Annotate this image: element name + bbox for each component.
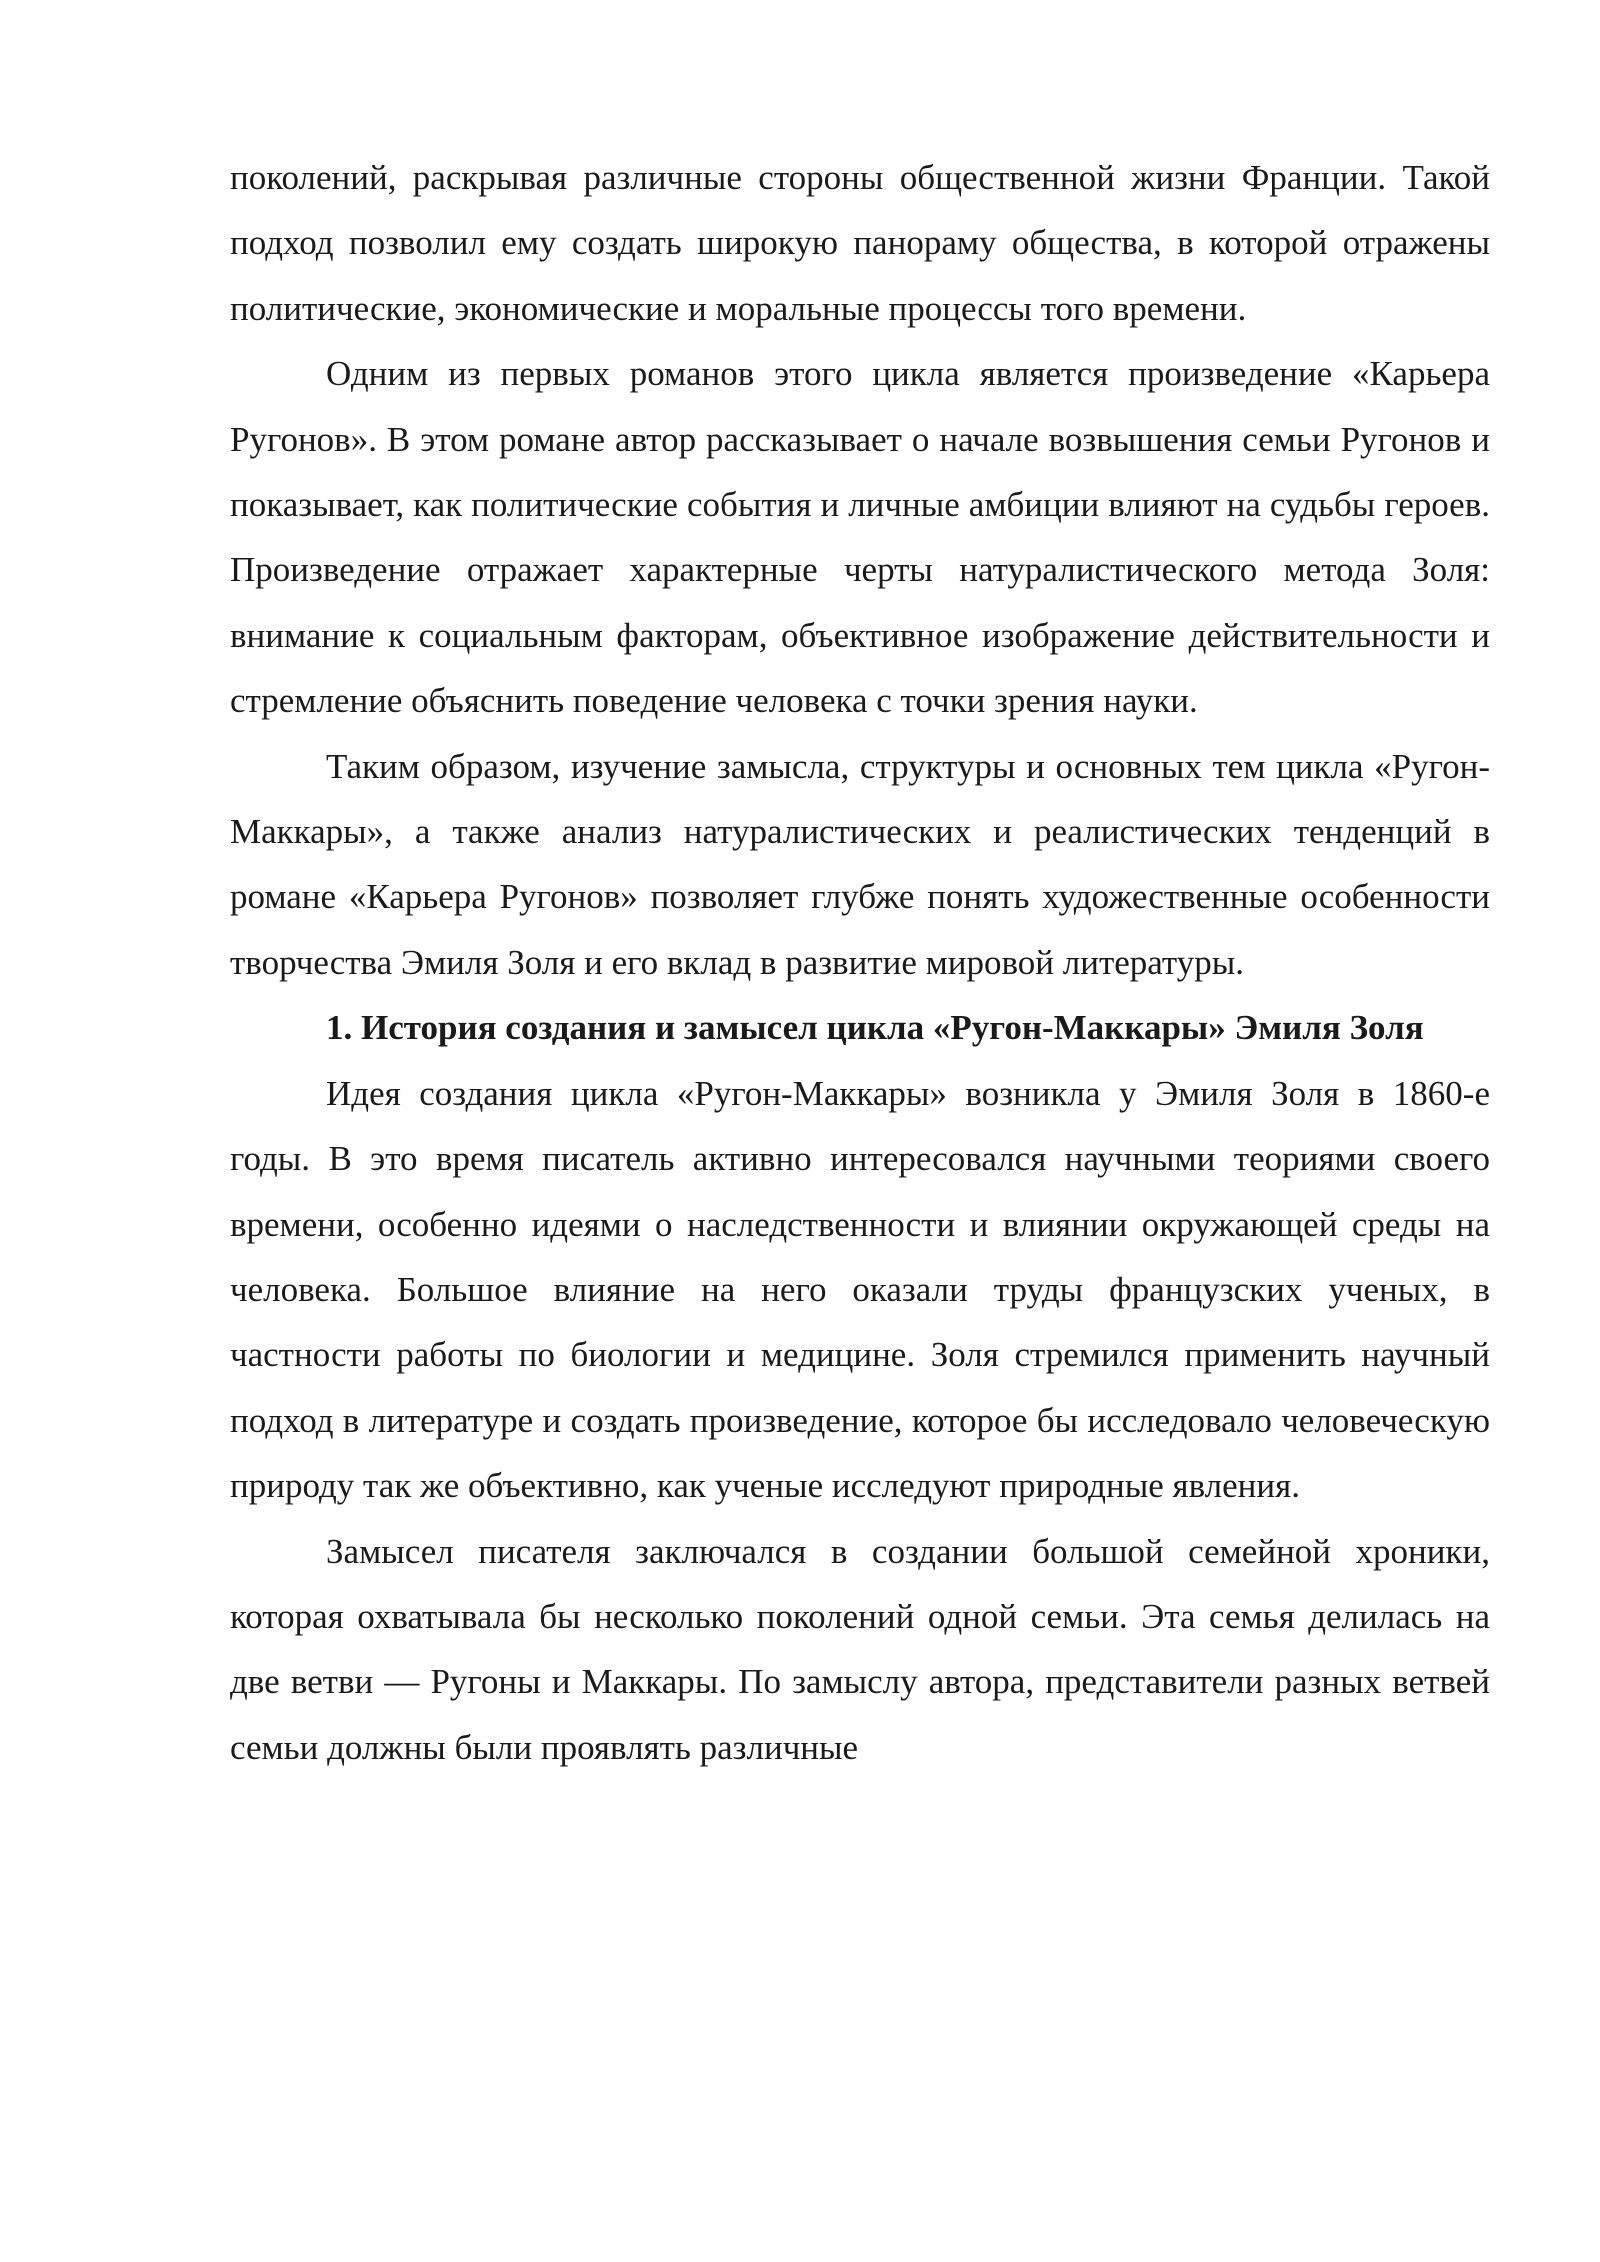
paragraph-idea: Идея создания цикла «Ругон-Маккары» возникла у Эмиля Золя в 1860-е годы. В это время писатель активно интересовался научными теориями своего времени, особенно идеями о наследственности и влиянии окружающей среды на человека. Большое влияние на него оказали труды французских ученых, в частности работы по биологии и медицине. Золя стремился применить научный подход в литературе и создать произведение, которое бы исследовало человеческую природу так же объективно, как ученые исследуют природные явления. xyxy=(230,1073,1490,1506)
paragraph-conclusion: Таким образом, изучение замысла, структуры и основных тем цикла «Ругон-Маккары», а также анализ натуралистических и реалистических тенденций в романе «Карьера Ругонов» позволяет глубже понять художественные особенности творчества Эмиля Золя и его вклад в развитие мировой литературы. xyxy=(230,746,1490,982)
paragraph-first-novel: Одним из первых романов этого цикла является произведение «Карьера Ругонов». В этом романе автор рассказывает о начале возвышения семьи Ругонов и показывает, как политические события и личные амбиции влияют на судьбы героев. Произведение отражает характерные черты натуралистического метода Золя: внимание к социальным факторам, объективное изображение действительности и стремление объяснить поведение человека с точки зрения науки. xyxy=(230,354,1490,721)
paragraph-concept: Замысел писателя заключался в создании большой семейной хроники, которая охватывала бы несколько поколений одной семьи. Эта семья делилась на две ветви — Ругоны и Маккары. По замыслу автора, представители разных ветвей семьи должны были проявлять различные xyxy=(230,1531,1490,1767)
document-body xyxy=(230,145,1490,1780)
section-heading: 1. История создания и замысел цикла «Ругон-Маккары» Эмиля Золя xyxy=(326,1008,1424,1048)
paragraph-continuation: поколений, раскрывая различные стороны общественной жизни Франции. Такой подход позволил ему создать широкую панораму общества, в которой отражены политические, экономические и моральные процессы того времени. xyxy=(230,158,1490,328)
